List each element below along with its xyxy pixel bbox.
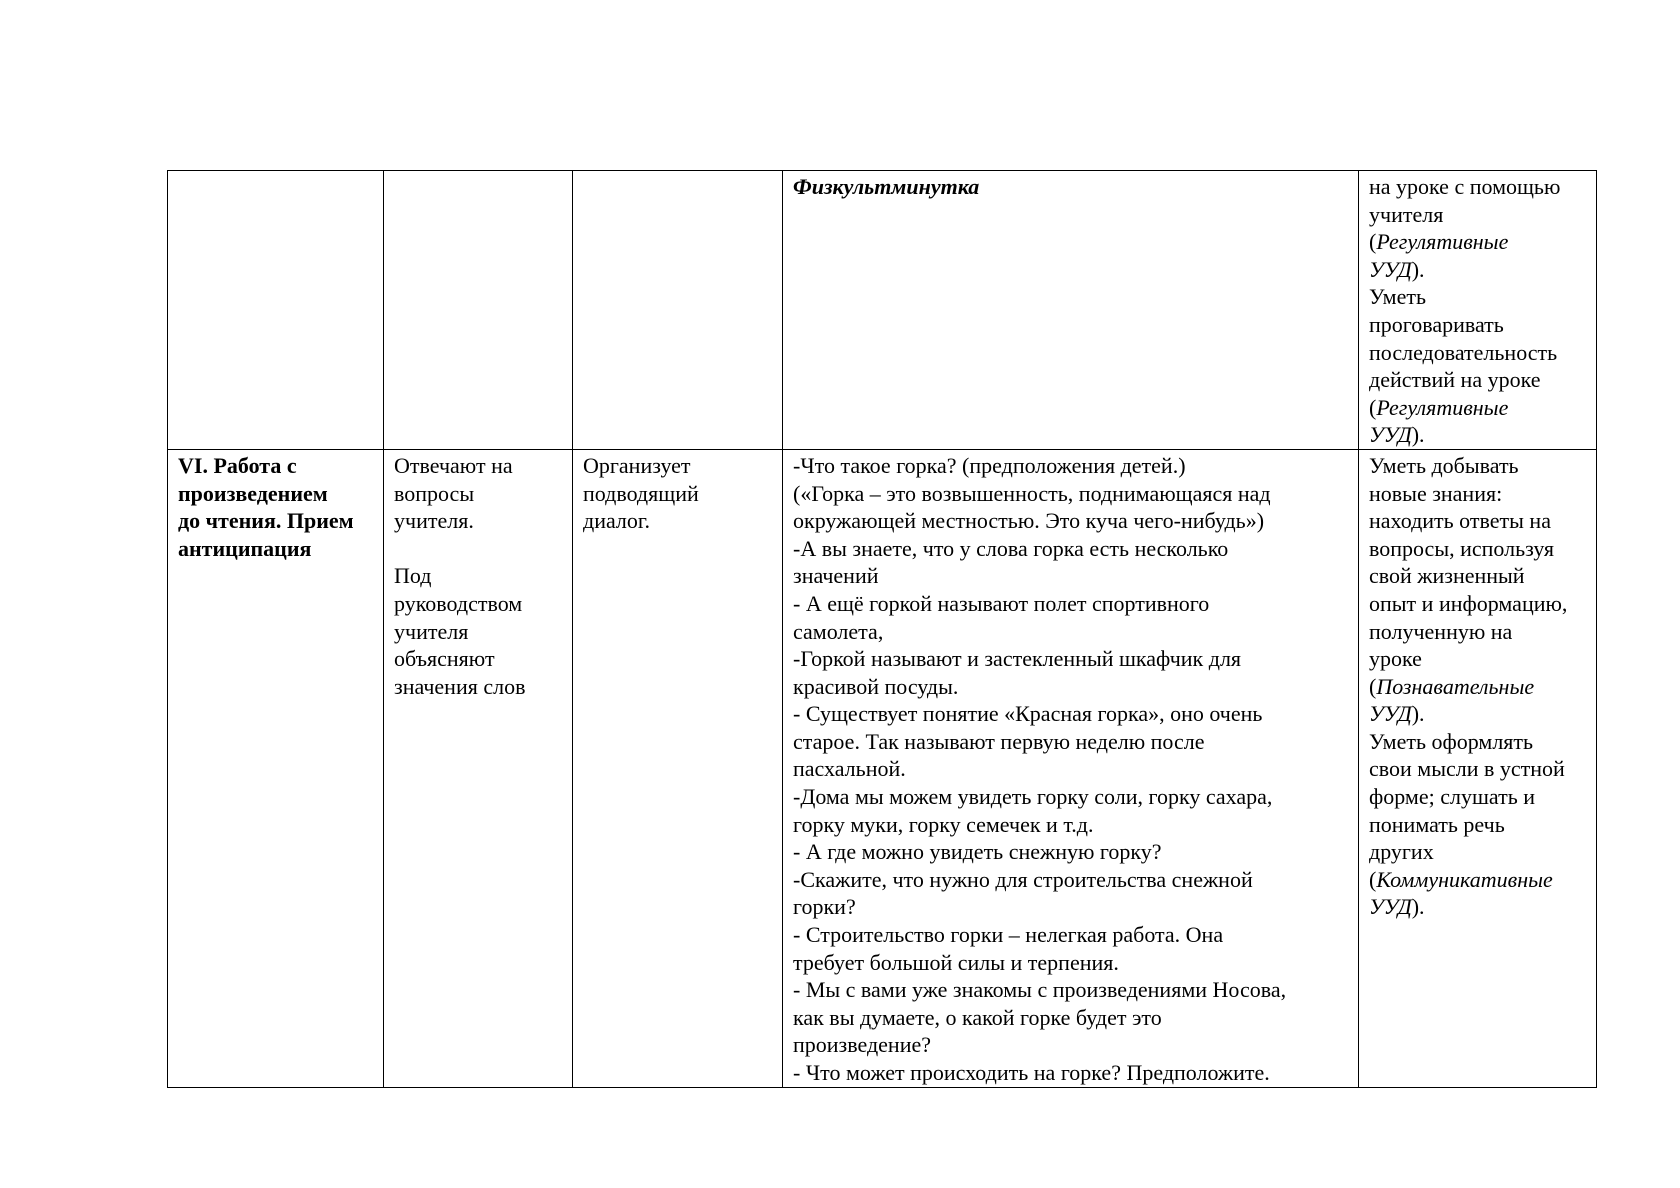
students-line: вопросы [394,480,475,506]
content-line: -А вы знаете, что у слова горка есть несколько [793,535,1229,561]
students-activity-cell [384,171,573,450]
students-line: Отвечают на [394,452,513,478]
table-row [168,449,1597,1087]
uud-line: (Познавательные [1369,673,1535,699]
content-line: («Горка – это возвышенность, поднимающаяся над [793,480,1271,506]
content-line: произведение? [793,1032,932,1058]
uud-line: УУД). [1369,256,1425,282]
stage-line: VI. Работа с [178,452,297,478]
uud-line: на уроке с помощью [1369,174,1561,199]
lesson-content-cell [783,171,1359,450]
uud-line: свой жизненный [1369,563,1525,589]
uud-line: новые знания: [1369,480,1503,506]
content-line: - Что может происходить на горке? Предположите. [793,1060,1270,1085]
content-line: - Мы с вами уже знакомы с произведениями Носова, [793,977,1287,1003]
content-line: как вы думаете, о какой горке будет это [793,1004,1162,1030]
students-line: учителя. [394,508,474,534]
stage-line: антиципация [178,535,312,561]
uud-line: понимать речь [1369,811,1505,837]
content-line: -Дома мы можем увидеть горку соли, горку сахара, [793,784,1273,810]
uud-line: вопросы, используя [1369,535,1554,561]
stage-line: произведением [178,480,328,506]
content-title: Физкультминутка [793,174,980,199]
content-line: красивой посуды. [793,673,959,699]
uud-line: УУД). [1369,894,1425,920]
uud-line: учителя [1369,201,1444,227]
stage-cell [168,171,384,450]
content-line: -Скажите, что нужно для строительства снежной [793,866,1253,892]
uud-line: опыт и информацию, [1369,590,1568,616]
content-line: самолета, [793,618,884,644]
uud-line: УУД). [1369,701,1425,727]
teacher-activity-cell [573,171,783,450]
uud-line: свои мысли в устной [1369,756,1565,782]
content-line: - А где можно увидеть снежную горку? [793,839,1162,865]
content-line: - Строительство горки – нелегкая работа. Она [793,922,1224,948]
stage-cell [168,449,384,1087]
students-line: руководством [394,590,523,616]
uud-line: проговаривать [1369,311,1504,337]
content-line: пасхальной. [793,756,906,782]
students-line: учителя [394,618,469,644]
teacher-line: Организует [583,452,691,478]
content-line: -Что такое горка? (предположения детей.) [793,452,1186,478]
uud-line: других [1369,839,1434,865]
paragraph-gap [394,535,562,563]
uud-line: (Коммуникативные [1369,866,1553,892]
teacher-activity-cell [573,449,783,1087]
table-row [168,171,1597,450]
uud-line: уроке [1369,646,1422,672]
uud-line: полученную на [1369,618,1513,644]
content-line: старое. Так называют первую неделю после [793,728,1205,754]
lesson-plan-table [167,170,1597,1088]
uud-line: последовательность [1369,339,1558,365]
lesson-content-cell [783,449,1359,1087]
students-line: Под [394,563,432,589]
uud-line: Уметь [1369,284,1426,310]
teacher-line: подводящий [583,480,699,506]
uud-line: (Регулятивные [1369,394,1509,420]
uud-cell [1359,171,1597,450]
uud-line: находить ответы на [1369,508,1551,534]
content-line: требует большой силы и терпения. [793,949,1119,975]
content-line: значений [793,563,879,589]
uud-line: форме; слушать и [1369,784,1536,810]
content-line: - Существует понятие «Красная горка», оно очень [793,701,1263,727]
students-line: значения слов [394,673,526,699]
content-line: горку муки, горку семечек и т.д. [793,811,1094,837]
content-line: окружающей местностью. Это куча чего-нибудь») [793,508,1265,534]
content-line: - А ещё горкой называют полет спортивного [793,590,1210,616]
content-line: -Горкой называют и застекленный шкафчик для [793,646,1242,672]
uud-line: действий на уроке [1369,367,1541,393]
teacher-line: диалог. [583,508,650,534]
uud-line: (Регулятивные [1369,229,1509,255]
uud-cell [1359,449,1597,1087]
uud-line: Уметь добывать [1369,452,1519,478]
students-line: объясняют [394,646,495,672]
stage-line: до чтения. Прием [178,508,354,534]
uud-line: УУД). [1369,422,1425,448]
uud-line: Уметь оформлять [1369,728,1534,754]
students-activity-cell [384,449,573,1087]
content-line: горки? [793,894,856,920]
